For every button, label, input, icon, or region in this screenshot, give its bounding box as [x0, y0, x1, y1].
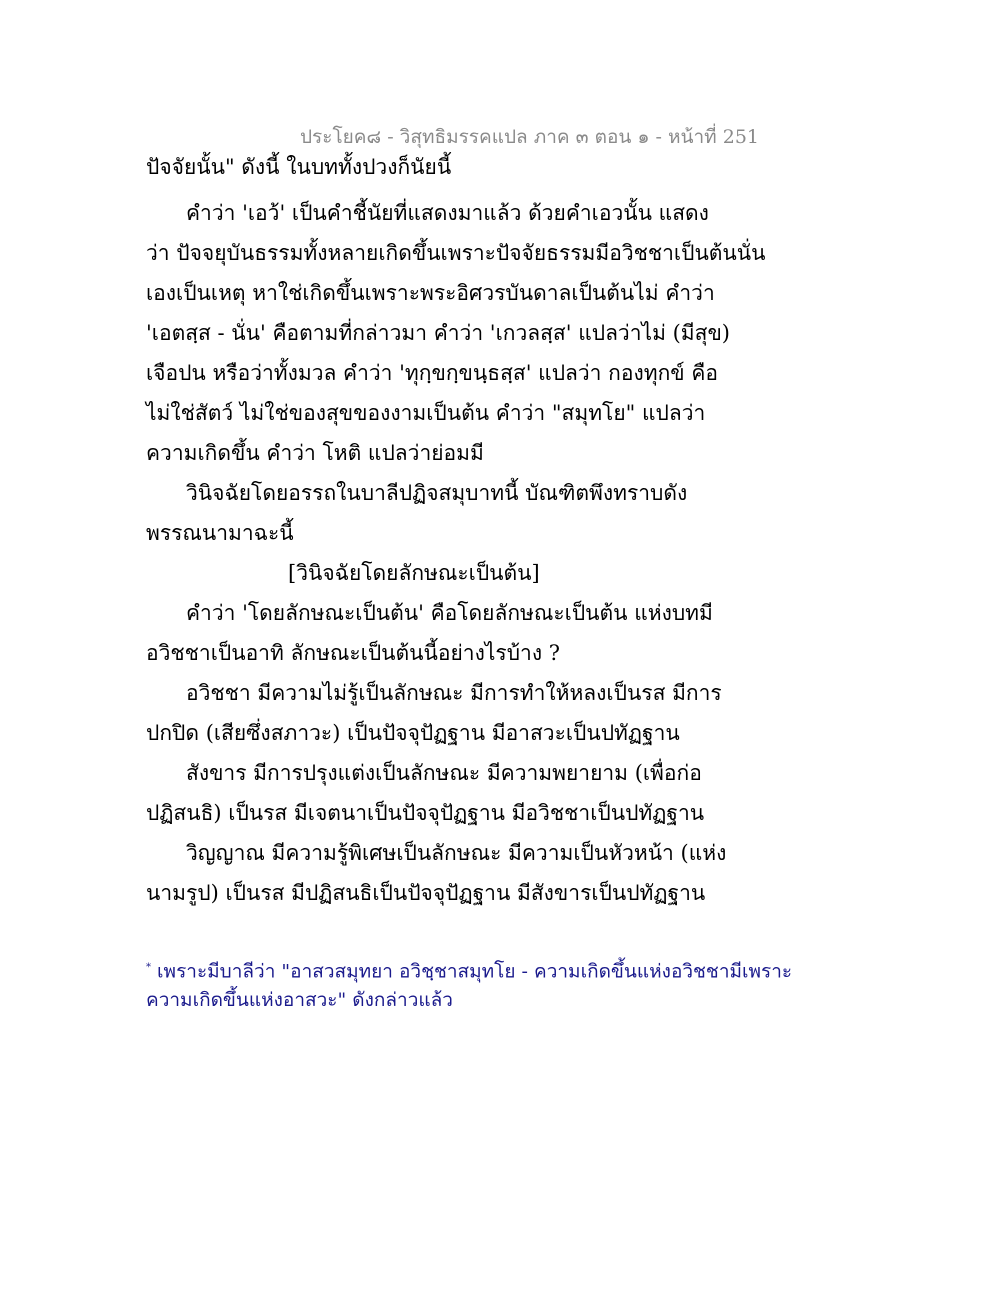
- footnote-text: เพราะมีบาลีว่า "อาสวสมุทยา อวิชฺชาสมุทโย - ความเกิดขึ้นแห่งอวิชชามีเพราะ: [157, 960, 793, 983]
- text-line: วินิจฉัยโดยอรรถในบาลีปฏิจสมุบาทนี้ บัณฑิตพึงทราบดัง: [186, 481, 688, 505]
- footnote-marker: *: [146, 962, 151, 973]
- section-heading: [วินิจฉัยโดยลักษณะเป็นต้น]: [288, 561, 540, 585]
- text-line: เองเป็นเหตุ หาใช่เกิดขึ้นเพราะพระอิศวรบันดาลเป็นต้นไม่ คำว่า: [146, 281, 715, 305]
- text-line: สังขาร มีการปรุงแต่งเป็นลักษณะ มีความพยายาม (เพื่อก่อ: [186, 761, 702, 785]
- text-line: 'เอตสฺส - นั่น' คือตามที่กล่าวมา คำว่า 'เกวลสฺส' แปลว่าไม่ (มีสุข): [146, 321, 731, 345]
- text-line: เจือปน หรือว่าทั้งมวล คำว่า 'ทุกฺขกฺขนฺธสฺส' แปลว่า กองทุกข์ คือ: [146, 361, 718, 385]
- text-line: อวิชชา มีความไม่รู้เป็นลักษณะ มีการทำให้หลงเป็นรส มีการ: [186, 681, 722, 705]
- text-line: คำว่า 'โดยลักษณะเป็นต้น' คือโดยลักษณะเป็นต้น แห่งบทมี: [186, 601, 713, 625]
- text-line: ปกปิด (เสียซึ่งสภาวะ) เป็นปัจจุปัฏฐาน มีอาสวะเป็นปทัฏฐาน: [146, 721, 680, 745]
- text-line: ความเกิดขึ้น คำว่า โหติ แปลว่าย่อมมี: [146, 441, 484, 465]
- text-line: อวิชชาเป็นอาทิ ลักษณะเป็นต้นนี้อย่างไรบ้าง ?: [146, 641, 561, 665]
- text-line: ว่า ปัจจยุบันธรรมทั้งหลายเกิดขึ้นเพราะปัจจัยธรรมมีอวิชชาเป็นต้นนั่น: [146, 241, 766, 265]
- text-line: ปฏิสนธิ) เป็นรส มีเจตนาเป็นปัจจุปัฏฐาน มีอวิชชาเป็นปทัฏฐาน: [146, 801, 705, 825]
- text-line: ไม่ใช่สัตว์ ไม่ใช่ของสุขของงามเป็นต้น คำว่า "สมุทโย" แปลว่า: [146, 401, 706, 425]
- footnote-line: ความเกิดขึ้นแห่งอาสวะ" ดังกล่าวแล้ว: [146, 989, 453, 1011]
- text-line: พรรณนามาฉะนี้: [146, 521, 294, 545]
- text-line: วิญญาณ มีความรู้พิเศษเป็นลักษณะ มีความเป็นหัวหน้า (แห่ง: [186, 841, 727, 865]
- text-line: คำว่า 'เอว้' เป็นคำชี้นัยที่แสดงมาแล้ว ด้วยคำเอวนั้น แสดง: [186, 201, 709, 225]
- page-header: ประโยค๘ - วิสุทธิมรรคแปล ภาค ๓ ตอน ๑ - หน้าที่ 251: [300, 126, 760, 148]
- footnote-line: [146, 954, 792, 985]
- text-line: นามรูป) เป็นรส มีปฏิสนธิเป็นปัจจุปัฏฐาน มีสังขารเป็นปทัฏฐาน: [146, 881, 706, 905]
- text-line: ปัจจัยนั้น" ดังนี้ ในบททั้งปวงก็นัยนี้: [146, 155, 452, 179]
